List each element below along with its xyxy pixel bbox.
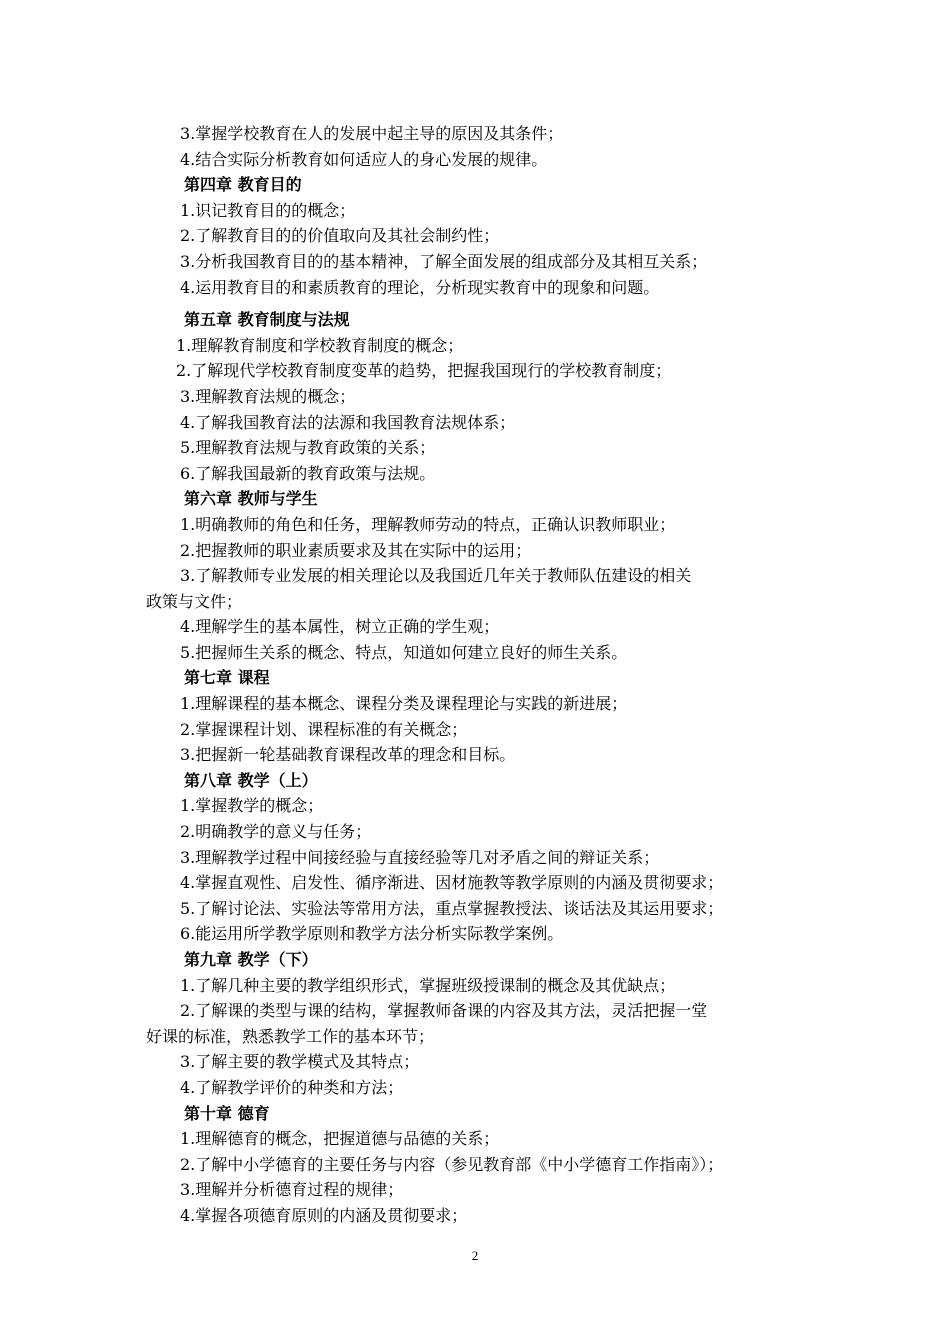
list-item: 2.把握教师的职业素质要求及其在实际中的运用； [180, 540, 532, 560]
list-item: 4.结合实际分析教育如何适应人的身心发展的规律。 [180, 149, 548, 169]
list-item: 1.识记教育目的的概念； [180, 200, 356, 220]
chapter-heading: 第八章 教学（上） [184, 770, 318, 790]
list-item: 5.了解讨论法、实验法等常用方法，重点掌握教授法、谈话法及其运用要求； [180, 898, 724, 918]
list-item: 3.理解教育法规的概念； [180, 386, 356, 406]
list-item: 1.了解几种主要的教学组织形式，掌握班级授课制的概念及其优缺点； [180, 975, 676, 995]
chapter-heading: 第十章 德育 [184, 1103, 270, 1123]
chapter-heading: 第九章 教学（下） [184, 950, 318, 969]
chapter-heading: 第四章 教育目的 [184, 175, 302, 195]
list-item: 2.了解中小学德育的主要任务与内容（参见教育部《中小学德育工作指南》）； [180, 1154, 724, 1174]
list-item: 1.理解课程的基本概念、课程分类及课程理论与实践的新进展； [180, 694, 628, 714]
list-item: 4.运用教育目的和素质教育的理论，分析现实教育中的现象和问题。 [180, 277, 660, 297]
list-item: 4.理解学生的基本属性，树立正确的学生观； [180, 617, 500, 637]
list-item: 3.理解并分析德育过程的规律； [180, 1180, 404, 1200]
list-item: 2.明确教学的意义与任务； [180, 822, 372, 842]
list-item: 3.分析我国教育目的的基本精神，了解全面发展的组成部分及其相互关系； [180, 251, 708, 271]
list-item: 4.掌握直观性、启发性、循序渐进、因材施教等教学原则的内涵及贯彻要求； [180, 873, 724, 893]
list-item: 4.了解我国教育法的法源和我国教育法规体系； [180, 412, 516, 432]
list-item: 1.理解德育的概念，把握道德与品德的关系； [180, 1129, 500, 1149]
list-item: 6.了解我国最新的教育政策与法规。 [180, 463, 436, 483]
list-item: 4.了解教学评价的种类和方法； [180, 1077, 404, 1097]
list-item: 5.把握师生关系的概念、特点，知道如何建立良好的师生关系。 [180, 642, 628, 662]
list-item: 4.掌握各项德育原则的内涵及贯彻要求； [180, 1205, 468, 1225]
list-item-continuation: 政策与文件； [146, 591, 243, 611]
list-item: 2.掌握课程计划、课程标准的有关概念； [180, 719, 468, 739]
list-item: 1.明确教师的角色和任务，理解教师劳动的特点，正确认识教师职业； [180, 514, 676, 534]
list-item: 6.能运用所学教学原则和教学方法分析实际教学案例。 [180, 924, 564, 944]
page-number: 2 [471, 1248, 479, 1263]
list-item: 1.理解教育制度和学校教育制度的概念； [176, 335, 464, 355]
list-item: 2.了解教育目的的价值取向及其社会制约性； [180, 226, 500, 246]
list-item-continuation: 好课的标准，熟悉教学工作的基本环节； [146, 1026, 435, 1046]
list-item: 3.理解教学过程中间接经验与直接经验等几对矛盾之间的辩证关系； [180, 847, 660, 867]
list-item: 2.了解课的类型与课的结构，掌握教师备课的内容及其方法，灵活把握一堂 [180, 1001, 708, 1021]
list-item: 1.掌握教学的概念； [180, 796, 324, 816]
chapter-heading: 第五章 教育制度与法规 [184, 310, 350, 330]
list-item: 3.了解教师专业发展的相关理论以及我国近几年关于教师队伍建设的相关 [180, 566, 692, 586]
page-content [146, 121, 818, 1229]
list-item: 3.了解主要的教学模式及其特点； [180, 1052, 420, 1072]
list-item: 5.理解教育法规与教育政策的关系； [180, 438, 436, 458]
chapter-heading: 第六章 教师与学生 [184, 489, 318, 509]
list-item: 2.了解现代学校教育制度变革的趋势，把握我国现行的学校教育制度； [176, 361, 672, 381]
list-item: 3.掌握学校教育在人的发展中起主导的原因及其条件； [180, 124, 564, 143]
list-item: 3.把握新一轮基础教育课程改革的理念和目标。 [180, 745, 516, 765]
chapter-heading: 第七章 课程 [184, 668, 270, 688]
